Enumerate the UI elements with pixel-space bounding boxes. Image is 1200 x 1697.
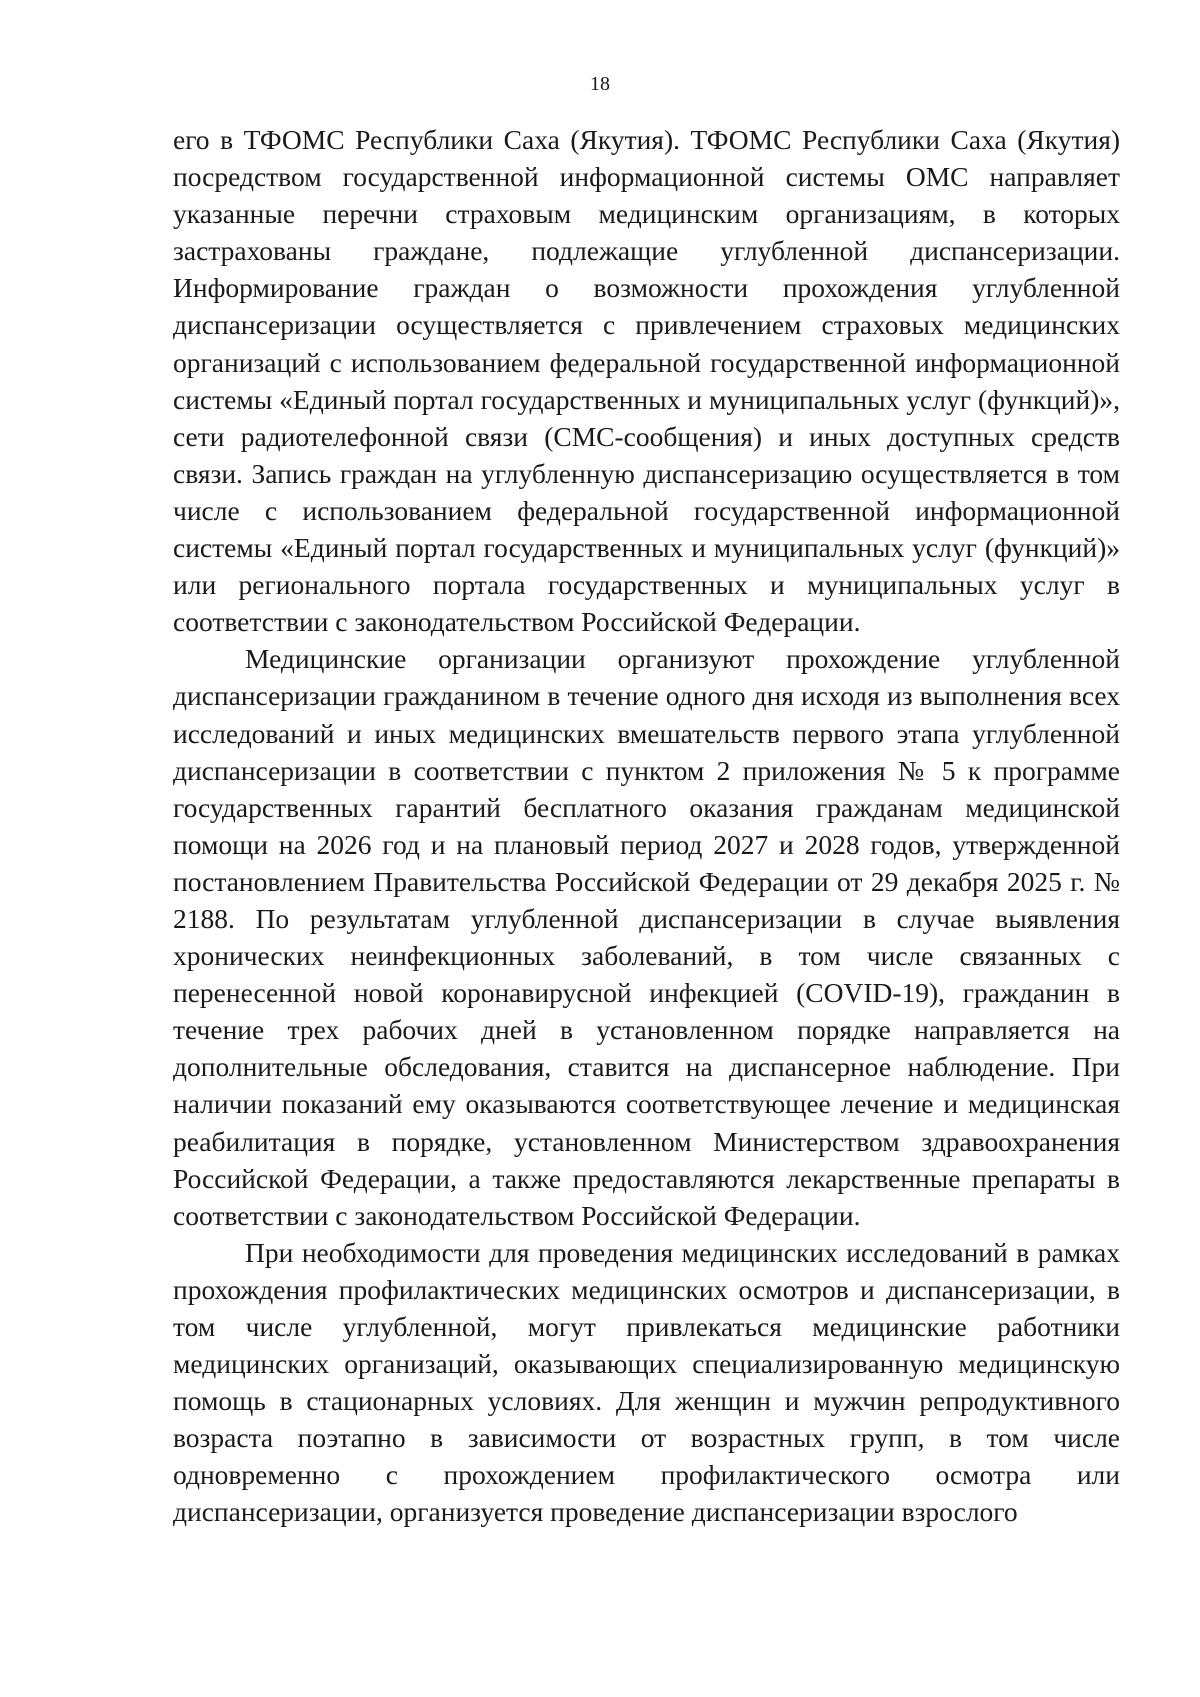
document-body: [173, 121, 1120, 1531]
paragraph-medical-organizations: Медицинские организации организуют прохождение углубленной диспансеризации гражданином в течение одного дня исходя из выполнения всех исследований и иных медицинских вмешательств первого этапа углубленной диспансеризации в соответствии с пунктом 2 приложения № 5 к программе государственных гарантий бесплатного оказания гражданам медицинской помощи на 2026 год и на плановый период 2027 и 2028 годов, утвержденной постановлением Правительства Российской Федерации от 29 декабря 2025 г. № 2188. По результатам углубленной диспансеризации в случае выявления хронических неинфекционных заболеваний, в том числе связанных с перенесенной новой коронавирусной инфекцией (COVID-19), гражданин в течение трех рабочих дней в установленном порядке направляется на дополнительные обследования, ставится на диспансерное наблюдение. При наличии показаний ему оказываются соответствующее лечение и медицинская реабилитация в порядке, установленном Министерством здравоохранения Российской Федерации, а также предоставляются лекарственные препараты в соответствии с законодательством Российской Федерации.: [173, 643, 1120, 1231]
paragraph-additional-examinations: При необходимости для проведения медицинских исследований в рамках прохождения профилактических медицинских осмотров и диспансеризации, в том числе углубленной, могут привлекаться медицинские работники медицинских организаций, оказывающих специализированную медицинскую помощь в стационарных условиях. Для женщин и мужчин репродуктивного возраста поэтапно в зависимости от возрастных групп, в том числе одновременно с прохождением профилактического осмотра или диспансеризации, организуется проведение диспансеризации взрослого: [173, 1236, 1120, 1528]
page-number: 18: [590, 73, 610, 95]
paragraph-continuation: его в ТФОМС Республики Саха (Якутия). ТФОМС Республики Саха (Якутия) посредством государственной информационной системы ОМС направляет указанные перечни страховым медицинским организациям, в которых застрахованы граждане, подлежащие углубленной диспансеризации. Информирование граждан о возможности прохождения углубленной диспансеризации осуществляется с привлечением страховых медицинских организаций с использованием федеральной государственной информационной системы «Единый портал государственных и муниципальных услуг (функций)», сети радиотелефонной связи (СМС-сообщения) и иных доступных средств связи. Запись граждан на углубленную диспансеризацию осуществляется в том числе с использованием федеральной государственной информационной системы «Единый портал государственных и муниципальных услуг (функций)» или регионального портала государственных и муниципальных услуг в соответствии с законодательством Российской Федерации.: [173, 124, 1120, 638]
